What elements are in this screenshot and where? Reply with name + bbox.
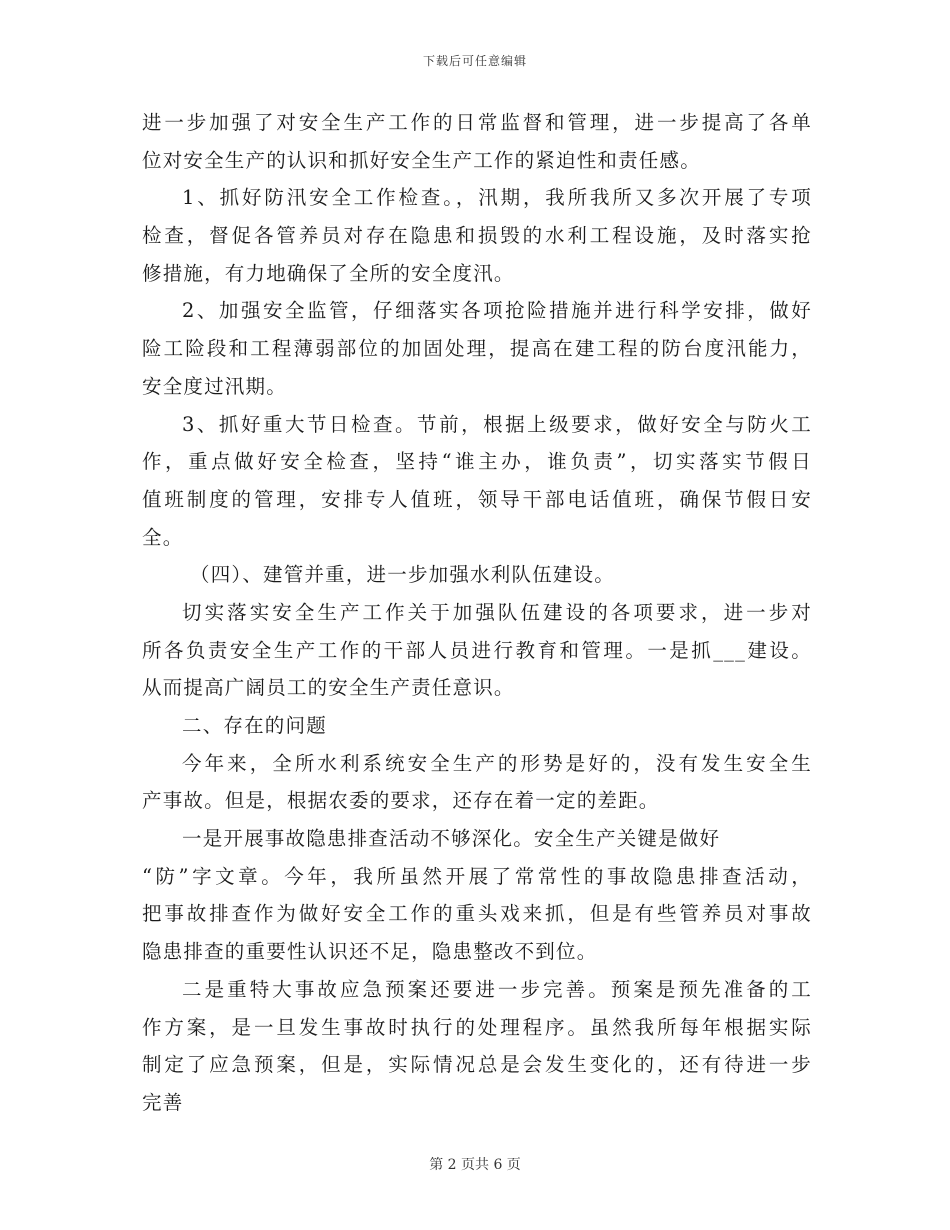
body-line: 二是重特大事故应急预案还要进一步完善。预案是预先准备的工 (182, 977, 812, 1001)
body-line: 值班制度的管理，安排专人值班，领导干部电话值班，确保节假日安 (142, 487, 812, 511)
body-line: 隐患排查的重要性认识还不足，隐患整改不到位。 (142, 940, 598, 964)
body-line: 制定了应急预案，但是，实际情况总是会发生变化的，还有待进一步 (142, 1053, 812, 1077)
body-line: 进一步加强了对安全生产工作的日常监督和管理，进一步提高了各单 (142, 111, 812, 134)
body-line: 作，重点做好安全检查，坚持“谁主办，谁负责”，切实落实节假日 (142, 450, 812, 474)
body-line: 把事故排查作为做好安全工作的重头戏来抓，但是有些管养员对事故 (142, 902, 812, 926)
body-line: 位对安全生产的认识和抓好安全生产工作的紧迫性和责任感。 (142, 148, 701, 172)
body-line: 检查，督促各管养员对存在隐患和损毁的水利工程设施，及时落实抢 (142, 224, 812, 248)
page-number: 第 2 页共 6 页 (429, 1157, 521, 1173)
body-line: 切实落实安全生产工作关于加强队伍建设的各项要求，进一步对 (182, 600, 812, 624)
body-line: 险工险段和工程薄弱部位的加固处理，提高在建工程的防台度汛能力， (142, 337, 812, 361)
body-line: 产事故。但是，根据农委的要求，还存在着一定的差距。 (142, 789, 660, 813)
body-line: 从而提高广阔员工的安全生产责任意识。 (142, 676, 515, 700)
body-line: 所各负责安全生产工作的干部人员进行教育和管理。一是抓___建设。 (142, 638, 812, 662)
body-line: 一是开展事故隐患排查活动不够深化。安全生产关键是做好 (182, 827, 721, 851)
section-heading-4: （四）、建管并重，进一步加强水利队伍建设。 (190, 563, 615, 587)
body-line: 今年来，全所水利系统安全生产的形势是好的，没有发生安全生 (182, 751, 812, 775)
list-item-1-line: 1、抓好防汛安全工作检查。，汛期，我所我所又多次开展了专项 (182, 186, 812, 210)
list-item-2-line: 2、加强安全监管，仔细落实各项抢险措施并进行科学安排，做好 (182, 299, 812, 323)
page-header: 下载后可任意编辑 (422, 54, 527, 68)
body-line: 全。 (142, 525, 184, 549)
section-heading-problems: 二、存在的问题 (182, 714, 327, 737)
body-line: “防”字文章。今年，我所虽然开展了常常性的事故隐患排查活动， (142, 864, 812, 888)
document-body (142, 104, 812, 1122)
body-line: 安全度过汛期。 (142, 374, 287, 398)
body-line: 作方案，是一旦发生事故时执行的处理程序。虽然我所每年根据实际 (142, 1015, 812, 1039)
body-line: 完善 (142, 1090, 184, 1114)
body-line: 修措施，有力地确保了全所的安全度汛。 (142, 261, 515, 285)
list-item-3-line: 3、抓好重大节日检查。节前，根据上级要求，做好安全与防火工 (182, 412, 812, 436)
